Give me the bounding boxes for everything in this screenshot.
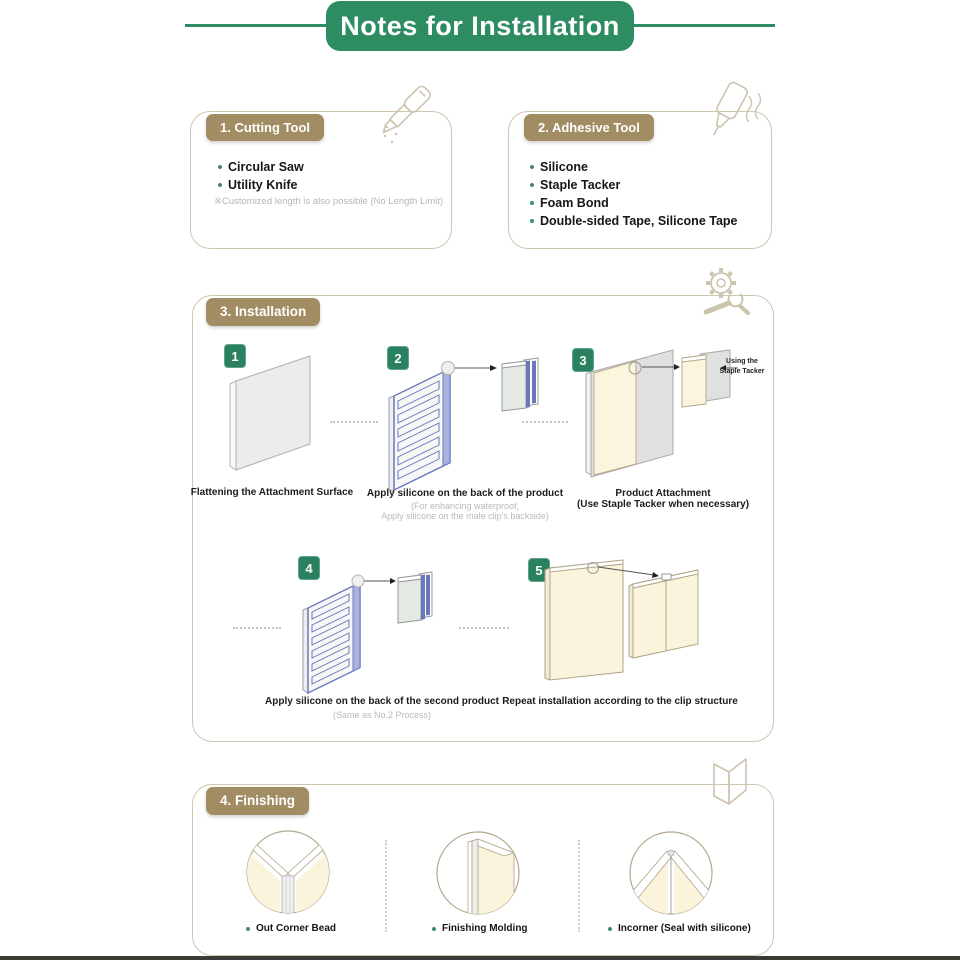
step5-caption: Repeat installation according to the clip structure [502, 696, 738, 707]
bullet-dot [608, 927, 612, 931]
finishing-item-label: Finishing Molding [442, 923, 528, 934]
step4-caption: Apply silicone on the back of the second product [265, 696, 499, 707]
corner-molding-icon [702, 756, 756, 814]
step-number-2: 2 [387, 346, 409, 370]
utility-knife-icon [372, 84, 442, 154]
page-bottom-edge [0, 956, 960, 960]
step2-silicone-illustration [384, 352, 546, 494]
step5-repeat-illustration [538, 554, 708, 689]
list-item [218, 178, 297, 192]
sequence-dots [233, 627, 281, 629]
step4-silicone-illustration [296, 562, 438, 694]
sequence-dots [522, 421, 568, 423]
finishing-item-label: Out Corner Bead [256, 923, 337, 934]
list-item-label: Silicone [540, 160, 588, 174]
finishing-item-label: Incorner (Seal with silicone) [618, 923, 751, 934]
bullet-dot [432, 927, 436, 931]
step-number-5: 5 [528, 558, 550, 582]
finishing-molding-illustration [432, 827, 524, 919]
list-item-label: Utility Knife [228, 178, 298, 192]
cutting-tool-title-badge [206, 114, 324, 141]
gear-wrench-icon [696, 264, 754, 322]
step2-caption: Apply silicone on the back of the product [366, 488, 564, 499]
silicone-tube-icon [694, 80, 766, 152]
list-item [530, 214, 738, 228]
finishing-item [608, 923, 751, 934]
page-title-badge [326, 1, 634, 51]
step3-caption-1: Product Attachment [615, 488, 711, 499]
step1-caption: Flattening the Attachment Surface [190, 487, 354, 498]
list-item-label: Foam Bond [540, 196, 609, 210]
page-title: Notes for Installation [340, 10, 620, 41]
bullet-dot [530, 165, 534, 169]
step-number-3: 3 [572, 348, 594, 372]
cutting-tool-title: 1. Cutting Tool [220, 120, 311, 135]
list-item [530, 178, 620, 192]
adhesive-tool-title-badge [524, 114, 654, 141]
step-number-1: 1 [224, 344, 246, 368]
step3-annotation-line1: Using the [726, 358, 758, 365]
step3-annotation [712, 357, 772, 377]
sequence-dots [330, 421, 378, 423]
bullet-dot [218, 183, 222, 187]
list-item [530, 196, 609, 210]
finishing-title-badge [206, 787, 309, 815]
bullet-dot [530, 201, 534, 205]
separator-dots [578, 840, 580, 932]
list-item-label: Circular Saw [228, 160, 304, 174]
step-number-4: 4 [298, 556, 320, 580]
finishing-item [432, 923, 528, 934]
bullet-dot [218, 165, 222, 169]
finishing-title: 4. Finishing [220, 793, 296, 808]
bullet-dot [530, 219, 534, 223]
out-corner-bead-illustration [242, 826, 334, 918]
finishing-item [246, 923, 336, 934]
step3-caption-2: (Use Staple Tacker when necessary) [576, 499, 750, 510]
step1-surface-illustration [226, 350, 318, 474]
step3-annotation-line2: Staple Tacker [719, 368, 765, 375]
incorner-illustration [625, 827, 717, 919]
step2-subcaption-2: Apply silicone on the male clip's backside) [381, 511, 549, 521]
step2-subcaption-1: (For enhancing waterproof, [410, 501, 520, 511]
separator-dots [385, 840, 387, 932]
bullet-dot [246, 927, 250, 931]
bullet-dot [530, 183, 534, 187]
list-item-label: Double-sided Tape, Silicone Tape [540, 214, 738, 228]
installation-title-badge [206, 298, 320, 326]
adhesive-tool-title: 2. Adhesive Tool [538, 120, 640, 135]
list-item [218, 160, 304, 174]
cutting-note: ※Customized length is also possible (No Length Limit) [214, 196, 444, 207]
list-item [530, 160, 588, 174]
step4-subcaption: (Same as No.2 Process) [332, 710, 432, 720]
list-item-label: Staple Tacker [540, 178, 621, 192]
sequence-dots [459, 627, 509, 629]
installation-title: 3. Installation [220, 304, 307, 319]
